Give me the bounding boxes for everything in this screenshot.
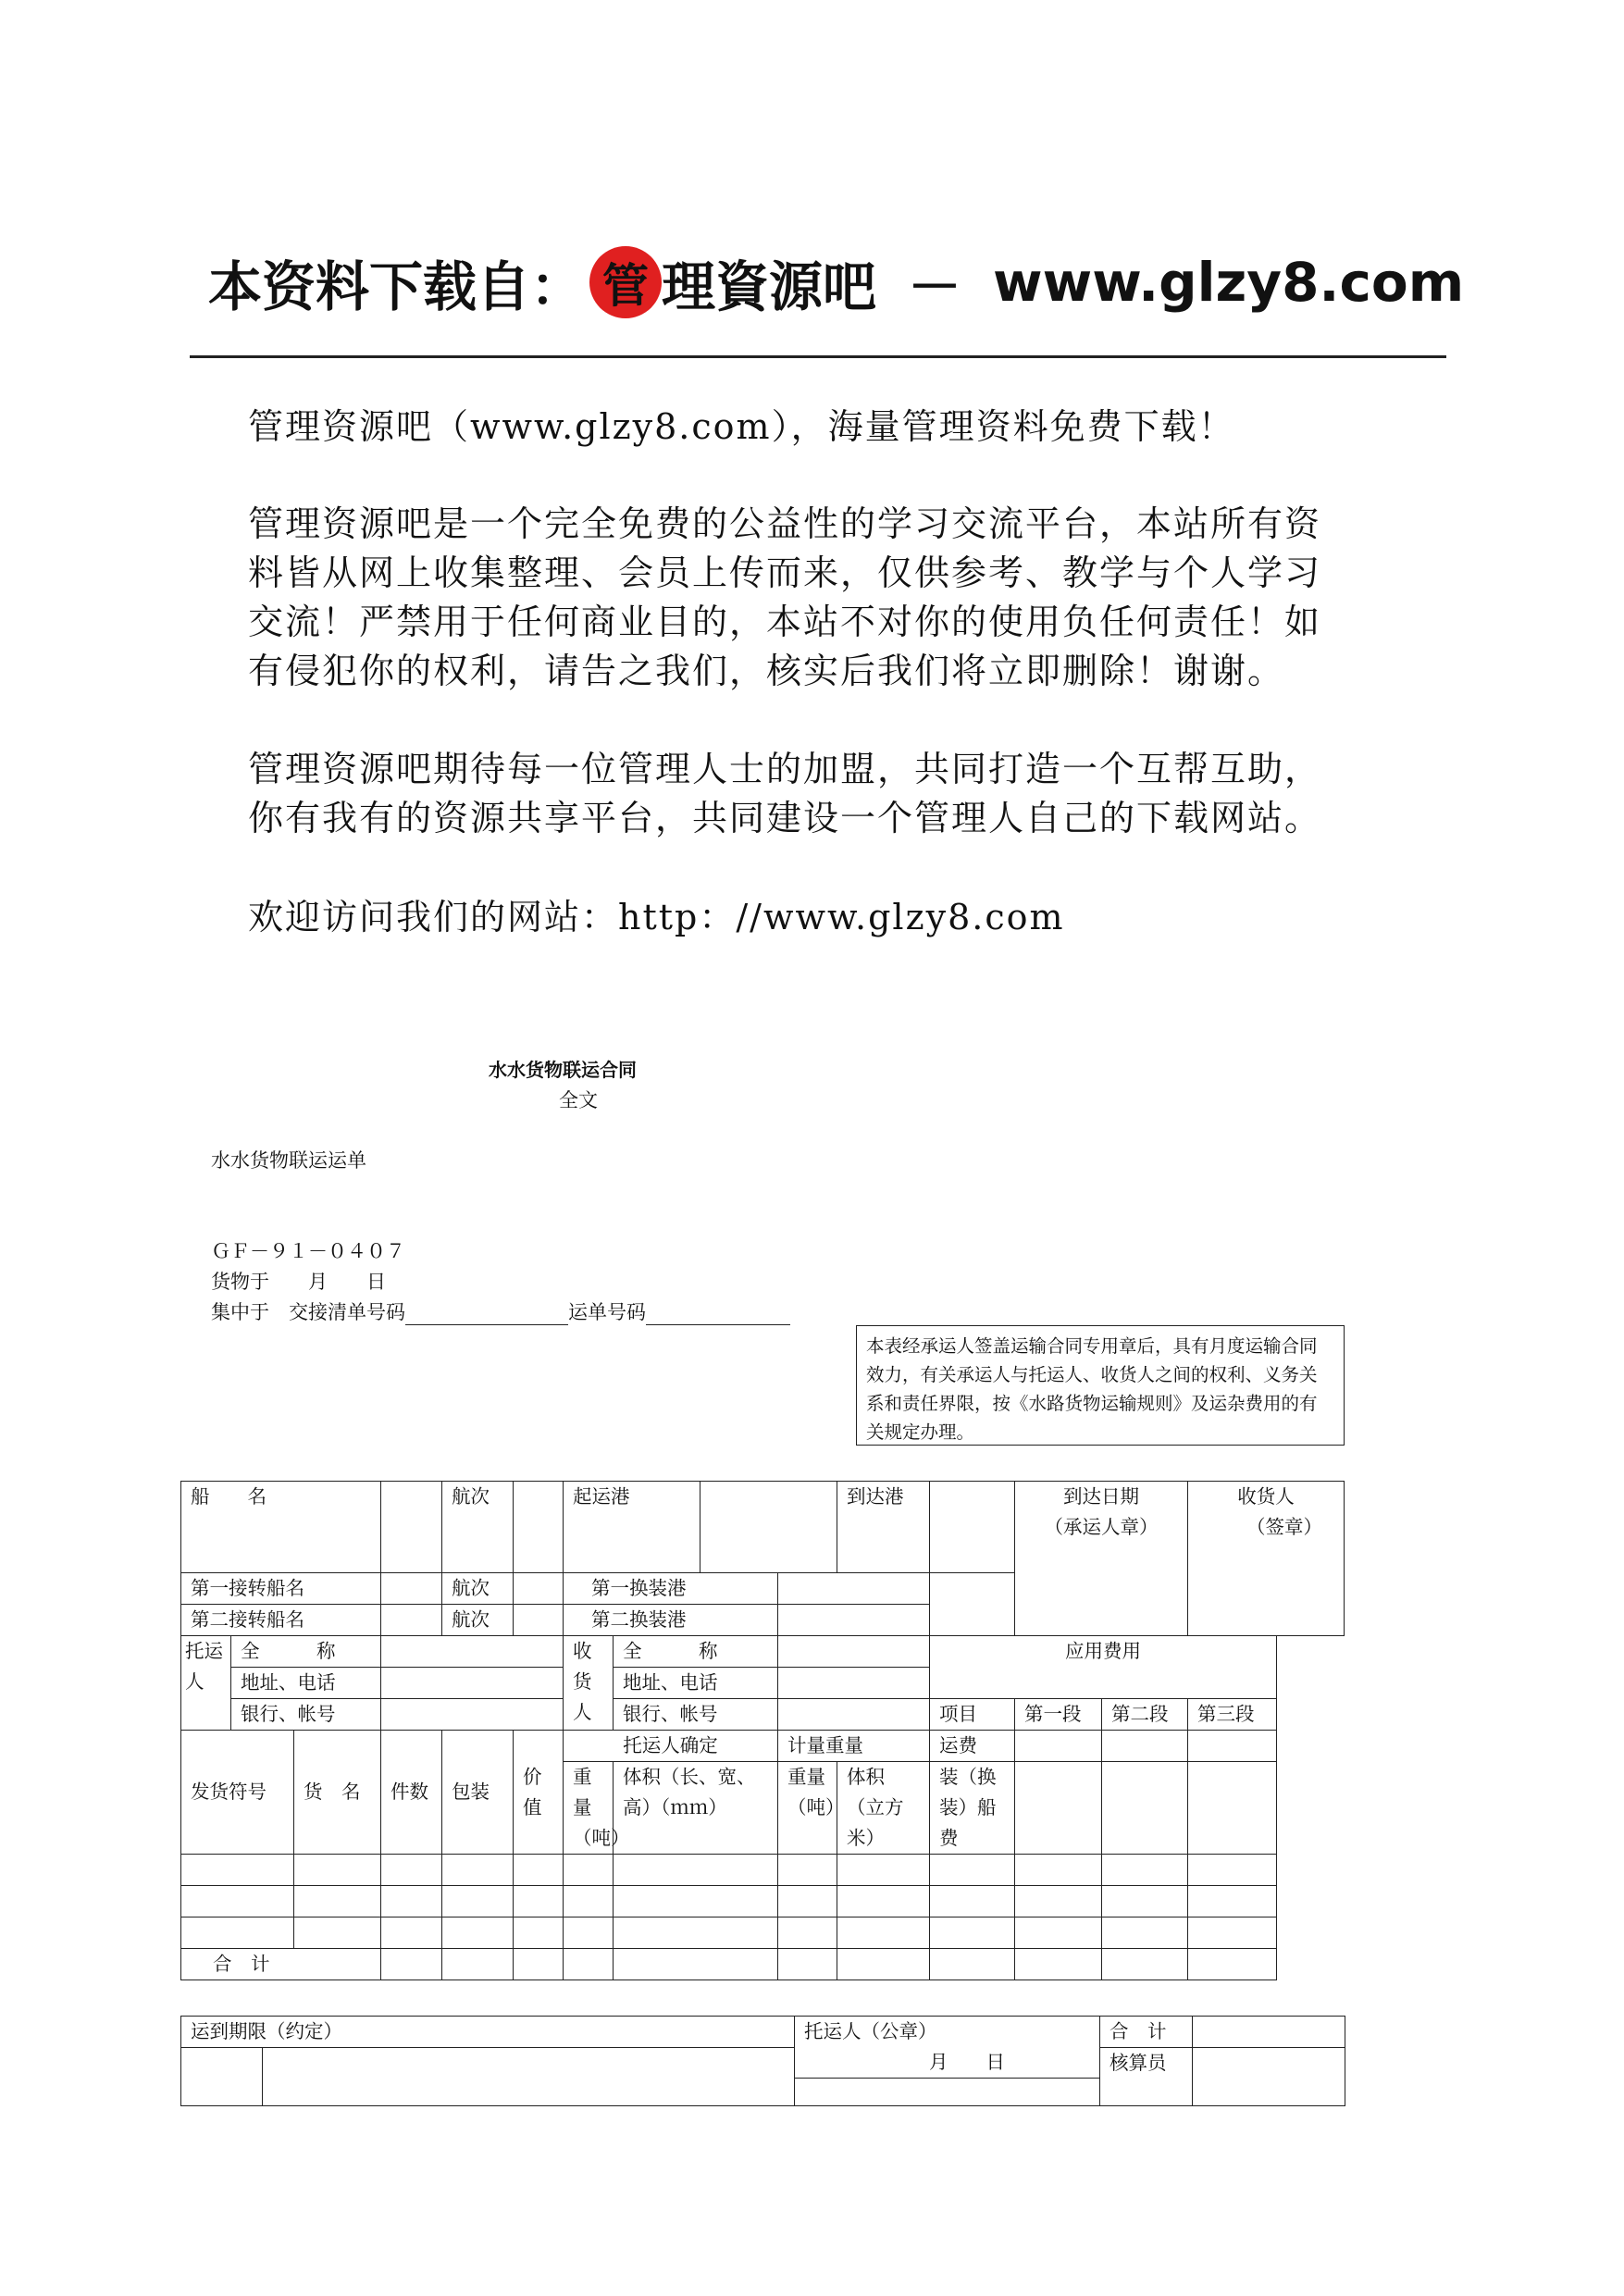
first-transfer-port-field[interactable] <box>778 1573 930 1605</box>
packing-label: 包装 <box>442 1731 514 1855</box>
bottom-total-field[interactable] <box>1193 2017 1345 2048</box>
goods-name-label: 货 名 <box>294 1731 381 1855</box>
table-cell[interactable] <box>564 1855 614 1886</box>
receiver-fullname-field[interactable] <box>778 1636 930 1668</box>
first-voyage-field[interactable] <box>514 1573 564 1605</box>
total-volume[interactable] <box>614 1949 778 1980</box>
volume-lwh-label: 体积（长、宽、高）（ｍｍ） <box>614 1762 778 1855</box>
table-cell[interactable] <box>1015 1886 1102 1917</box>
banner-site-name: 理資源吧 <box>662 255 877 318</box>
intro-visit: 欢迎访问我们的网站：http：//www.glzy8.com <box>248 897 1065 937</box>
shipper-label: 托运人 <box>181 1636 231 1731</box>
shipper-fullname-field[interactable] <box>381 1636 564 1668</box>
intro-para2-line4: 有侵犯你的权利，请告之我们，核实后我们将立即删除！谢谢。 <box>248 651 1285 691</box>
table-cell[interactable] <box>778 1855 837 1886</box>
table-cell[interactable] <box>294 1886 381 1917</box>
total-weight[interactable] <box>564 1949 614 1980</box>
table-cell[interactable] <box>930 1917 1015 1949</box>
stage1-label: 第一段 <box>1015 1699 1102 1731</box>
second-transfer-ship-label: 第二接转船名 <box>181 1605 381 1636</box>
table-cell[interactable] <box>564 1886 614 1917</box>
table-cell[interactable] <box>614 1855 778 1886</box>
freight-stage1[interactable] <box>1015 1731 1102 1762</box>
table-cell[interactable] <box>930 1855 1015 1886</box>
fees-payable-label: 应用费用 <box>930 1636 1277 1699</box>
intro-para3-line1: 管理资源吧期待每一位管理人士的加盟，共同打造一个互帮互助， <box>248 749 1322 789</box>
second-transfer-port-field[interactable] <box>778 1605 930 1636</box>
arrival-date-cell[interactable] <box>1015 1482 1188 1636</box>
intro-para2-line1: 管理资源吧是一个完全免费的公益性的学习交流平台，本站所有资 <box>248 503 1322 544</box>
checker-field[interactable] <box>1193 2048 1345 2106</box>
dest-port-field[interactable] <box>930 1482 1015 1573</box>
shipper-confirmed-label: 托运人确定 <box>564 1731 778 1762</box>
waybill-table <box>180 1481 1345 1980</box>
volume-m3-label: 体积（立方米） <box>837 1762 930 1855</box>
freight-label: 运费 <box>930 1731 1015 1762</box>
table-cell[interactable] <box>1102 1886 1188 1917</box>
table-cell[interactable] <box>837 1855 930 1886</box>
seal-extra-field[interactable] <box>795 2079 1100 2106</box>
notice-box: 本表经承运人签盖运输合同专用章后，具有月度运输合同效力，有关承运人与托运人、收货人之间的权利、义务关系和责任界限，按《水路货物运输规则》及运杂费用的有关规定办理。 <box>856 1325 1345 1446</box>
form-code: ＧＦ－９１－０４０７ <box>211 1240 405 1262</box>
table-cell[interactable] <box>614 1886 778 1917</box>
table-cell[interactable] <box>181 1886 294 1917</box>
stage2-label: 第二段 <box>1102 1699 1188 1731</box>
waybill-label: 运单号码 <box>568 1301 646 1323</box>
ship-name-field[interactable] <box>381 1482 442 1573</box>
seal-date-label: 月 日 <box>929 2051 1005 2073</box>
shipper-address-label: 地址、电话 <box>231 1668 381 1699</box>
table-cell[interactable] <box>1188 1886 1277 1917</box>
measured-weight-label: 计量重量 <box>778 1731 930 1762</box>
banner-prefix: 本资料下载自： <box>208 255 585 318</box>
handover-number-field[interactable] <box>405 1306 568 1325</box>
table-cell[interactable] <box>1015 1855 1102 1886</box>
table-cell[interactable] <box>837 1917 930 1949</box>
dest-port-label: 到达港 <box>837 1482 930 1573</box>
total-stage2[interactable] <box>1102 1949 1188 1980</box>
table-cell[interactable] <box>778 1917 837 1949</box>
second-transfer-port-label: 第二换装港 <box>564 1605 778 1636</box>
header-rule <box>190 355 1446 358</box>
intro-para3-line2: 你有我有的资源共享平台，共同建设一个管理人自己的下载网站。 <box>248 798 1322 838</box>
table-cell[interactable] <box>294 1855 381 1886</box>
table-cell[interactable] <box>564 1917 614 1949</box>
bottom-table <box>180 2016 1345 2106</box>
site-logo: 管 <box>589 246 662 318</box>
banner <box>208 245 1464 319</box>
banner-dash: － <box>908 255 962 318</box>
total-volume2[interactable] <box>837 1949 930 1980</box>
handling-stage2[interactable] <box>1102 1762 1188 1855</box>
shipper-seal-cell[interactable] <box>795 2017 1100 2079</box>
intro-para2-line2: 料皆从网上收集整理、会员上传而来，仅供参考、教学与个人学习 <box>248 552 1322 593</box>
stage3-label: 第三段 <box>1188 1699 1277 1731</box>
deadline-label: 运到期限（约定） <box>181 2017 795 2048</box>
shipper-address-field[interactable] <box>381 1668 564 1699</box>
handling-fee-label: 装（换装）船费 <box>930 1762 1015 1855</box>
total-stage1[interactable] <box>1015 1949 1102 1980</box>
doc-title: 水水货物联运合同 <box>489 1059 637 1081</box>
waybill-number-field[interactable] <box>646 1306 790 1325</box>
first-transfer-ship-label: 第一接转船名 <box>181 1573 381 1605</box>
shipper-bank-label: 银行、帐号 <box>231 1699 381 1731</box>
shipper-seal-label: 托运人（公章） <box>804 2020 937 2042</box>
handling-stage3[interactable] <box>1188 1762 1277 1855</box>
shipper-fullname-label: 全 称 <box>231 1636 381 1668</box>
table-cell[interactable] <box>614 1917 778 1949</box>
deadline-field-a[interactable] <box>181 2048 263 2106</box>
first-transfer-ship-field[interactable] <box>381 1573 442 1605</box>
receiver-label: 收货人 <box>564 1636 614 1731</box>
freight-stage3[interactable] <box>1188 1731 1277 1762</box>
deadline-field-b[interactable] <box>263 2048 795 2106</box>
table-cell[interactable] <box>514 1886 564 1917</box>
shipper-bank-field[interactable] <box>381 1699 564 1731</box>
table-cell[interactable] <box>514 1917 564 1949</box>
table-cell[interactable] <box>837 1886 930 1917</box>
table-cell[interactable] <box>1102 1917 1188 1949</box>
total-stage3[interactable] <box>1188 1949 1277 1980</box>
receiver-bank-label: 银行、帐号 <box>614 1699 778 1731</box>
first-voyage-label: 航次 <box>442 1573 514 1605</box>
receiver-fullname-label: 全 称 <box>614 1636 778 1668</box>
consignee-sign-cell[interactable] <box>1188 1482 1345 1636</box>
freight-stage2[interactable] <box>1102 1731 1188 1762</box>
doc-subtitle: 全文 <box>559 1089 598 1111</box>
table-cell[interactable] <box>294 1917 381 1949</box>
first-transfer-port-label: 第一换装港 <box>564 1573 778 1605</box>
total-value[interactable] <box>514 1949 564 1980</box>
weight-ton-label: 重量（吨） <box>564 1762 614 1855</box>
total-label: 合 计 <box>181 1949 381 1980</box>
second-transfer-ship-field[interactable] <box>381 1605 442 1636</box>
banner-url: www.glzy8.com <box>993 251 1465 314</box>
handling-stage1[interactable] <box>1015 1762 1102 1855</box>
table-cell[interactable] <box>1015 1917 1102 1949</box>
receiver-address-field[interactable] <box>778 1668 930 1699</box>
table-cell[interactable] <box>442 1855 514 1886</box>
total-weight2[interactable] <box>778 1949 837 1980</box>
signature-label: （签章） <box>1246 1516 1322 1538</box>
voyage-label: 航次 <box>442 1482 514 1573</box>
receiver-bank-field[interactable] <box>778 1699 930 1731</box>
table-cell[interactable] <box>514 1855 564 1886</box>
table-cell[interactable] <box>381 1855 442 1886</box>
form-name: 水水货物联运运单 <box>211 1149 366 1172</box>
item-label: 项目 <box>930 1699 1015 1731</box>
origin-port-label: 起运港 <box>564 1482 700 1573</box>
weight-ton2-label: 重量（吨） <box>778 1762 837 1855</box>
date-line: 货物于 月 日 <box>211 1271 386 1293</box>
pieces-label: 件数 <box>381 1731 442 1855</box>
bottom-total-label: 合 计 <box>1100 2017 1193 2048</box>
collect-prefix: 集中于 交接清单号码 <box>211 1301 405 1323</box>
total-pieces[interactable] <box>381 1949 442 1980</box>
intro-para2-line3: 交流！严禁用于任何商业目的，本站不对你的使用负任何责任！如 <box>248 602 1322 642</box>
ship-name-label: 船 名 <box>181 1482 381 1573</box>
table-cell[interactable] <box>381 1917 442 1949</box>
table-cell[interactable] <box>181 1855 294 1886</box>
second-voyage-field[interactable] <box>514 1605 564 1636</box>
value-label: 价值 <box>514 1731 564 1855</box>
collect-line <box>211 1297 790 1325</box>
table-cell[interactable] <box>1188 1855 1277 1886</box>
mark-label: 发货符号 <box>181 1731 294 1855</box>
table-cell[interactable] <box>1102 1855 1188 1886</box>
total-fee[interactable] <box>930 1949 1015 1980</box>
checker-label: 核算员 <box>1100 2048 1193 2106</box>
table-cell[interactable] <box>442 1917 514 1949</box>
consignee-label: 收货人 <box>1237 1485 1295 1508</box>
origin-port-field[interactable] <box>700 1482 837 1573</box>
intro-line1: 管理资源吧（www.glzy8.com），海量管理资料免费下载！ <box>248 406 1235 447</box>
receiver-address-label: 地址、电话 <box>614 1668 778 1699</box>
table-cell[interactable] <box>778 1886 837 1917</box>
total-packing[interactable] <box>442 1949 514 1980</box>
second-voyage-label: 航次 <box>442 1605 514 1636</box>
table-cell[interactable] <box>442 1886 514 1917</box>
table-cell[interactable] <box>181 1917 294 1949</box>
table-cell[interactable] <box>930 1886 1015 1917</box>
table-cell[interactable] <box>1188 1917 1277 1949</box>
voyage-field[interactable] <box>514 1482 564 1573</box>
table-cell[interactable] <box>381 1886 442 1917</box>
arrival-date-label: 到达日期 <box>1063 1485 1140 1508</box>
carrier-seal-label: （承运人章） <box>1044 1516 1159 1538</box>
